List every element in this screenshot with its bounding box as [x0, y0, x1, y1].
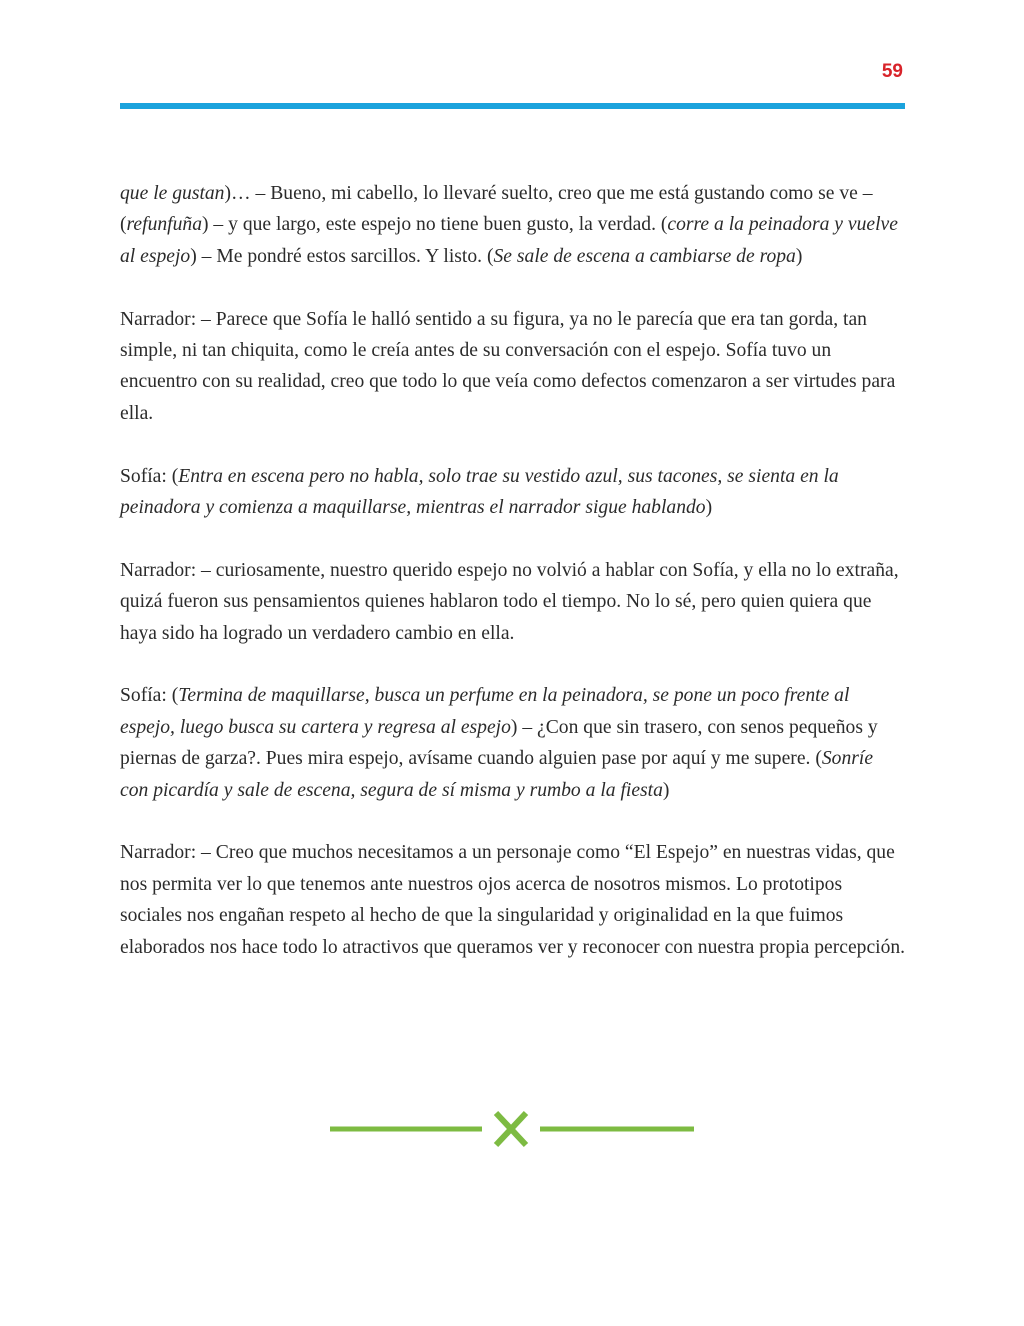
paragraph	[120, 680, 906, 806]
stage-direction: Sonríe con picardía y sale de escena, segura de sí misma y rumbo a la fiesta	[120, 748, 874, 801]
text-run: )	[705, 497, 713, 519]
text-run: Narrador: – Parece que Sofía le halló sentido a su figura, ya no le parecía que era tan gorda, tan simple, ni tan chiquita, como le creía antes de su conversación con el espejo. Sofía tuvo un encuentro con su realidad, creo que todo lo que veía como defectos comenzaron a ser virtudes para ella.	[120, 308, 896, 424]
paragraph	[120, 555, 906, 649]
text-run: Narrador: – curiosamente, nuestro querido espejo no volvió a hablar con Sofía, y ella no lo extraña, quizá fueron sus pensamientos quienes hablaron todo el tiempo. No lo sé, pero quien quiera que haya sido ha logrado un verdadero cambio en ella.	[120, 559, 899, 644]
paragraph	[120, 837, 906, 963]
section-divider-ornament	[330, 1109, 694, 1151]
body-text	[120, 178, 906, 994]
text-run: )	[662, 779, 670, 801]
paragraph	[120, 461, 906, 524]
text-run: )… – Bueno, mi cabello, lo llevaré suelto, creo que me está gustando como se ve – (	[120, 183, 873, 236]
stage-direction: corre a la peinadora y vuelve al espejo	[120, 214, 898, 267]
header-rule	[120, 103, 905, 109]
text-run: ) – y que largo, este espejo no tiene buen gusto, la verdad. (	[202, 214, 668, 236]
paragraph	[120, 178, 906, 272]
stage-direction: refunfuña	[126, 214, 202, 236]
stage-direction: Entra en escena pero no habla, solo trae su vestido azul, sus tacones, se sienta en la peinadora y comienza a maquillarse, mientras el narrador sigue hablando	[120, 465, 839, 519]
text-run: ) – Me pondré estos sarcillos. Y listo. (	[190, 245, 494, 267]
stage-direction: Termina de maquillarse, busca un perfume en la peinadora, se pone un poco frente al espejo, luego busca su cartera y regresa al espejo	[120, 685, 850, 738]
text-run: Sofía: (	[120, 465, 179, 487]
page-number: 59	[881, 61, 903, 82]
text-run: Narrador: – Creo que muchos necesitamos a un personaje como “El Espejo” en nuestras vidas, que nos permita ver lo que tenemos ante nuestros ojos acerca de nosotros mismos. Lo prototipos sociales nos engañan respeto al hecho de que la singularidad y originalidad en la que fuimos elaborados nos hace todo lo atractivos que queramos ver y reconocer con nuestra propia percepción.	[120, 842, 906, 958]
stage-direction: que le gustan	[120, 183, 225, 204]
text-run: Sofía: (	[120, 685, 179, 707]
text-run: ) – ¿Con que sin trasero, con senos pequeños y piernas de garza?. Pues mira espejo, avísame cuando alguien pase por aquí y me supere. (	[120, 716, 878, 770]
text-run: )	[795, 245, 803, 267]
paragraph	[120, 304, 906, 430]
cross-icon	[496, 1113, 526, 1145]
stage-direction: Se sale de escena a cambiarse de ropa	[493, 245, 796, 267]
